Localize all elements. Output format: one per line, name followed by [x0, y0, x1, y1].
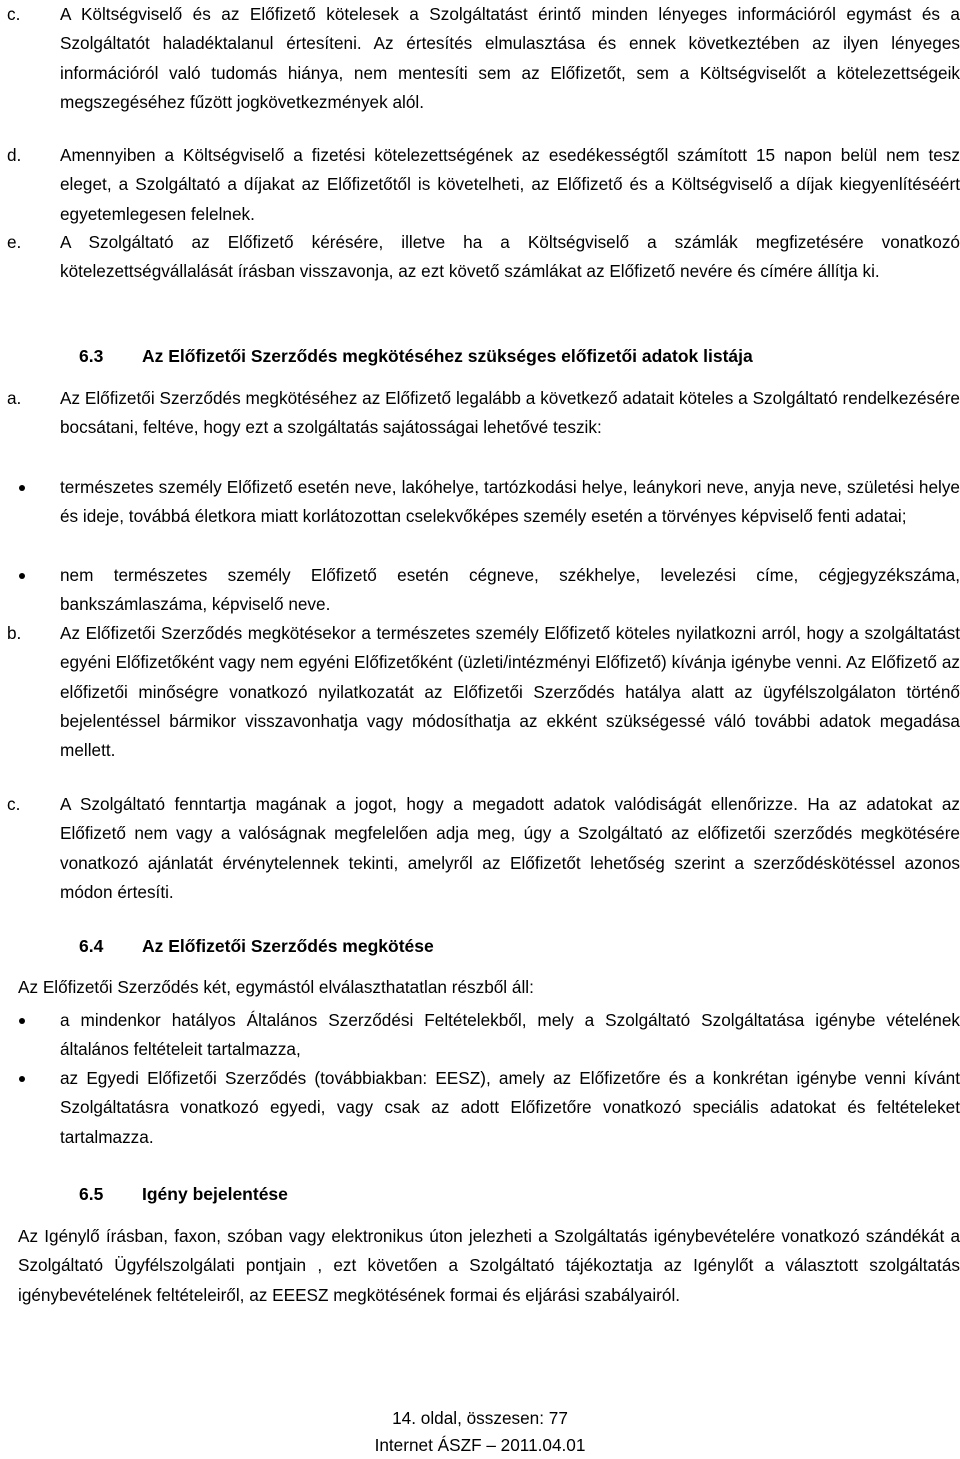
list-marker: c. [7, 794, 21, 814]
list-item-text: Amennyiben a Költségviselő a fizetési kötelezettségének az esedékességtől számított 15 napon belül nem tesz eleget, a Szolgáltató a díjakat az Előfizetőtől is követelheti, az Előfizető és a Költségviselő a díjak kiegyenlítéséért egyetemlegesen felelnek. [60, 145, 960, 224]
bullet-icon [19, 1076, 25, 1082]
list-marker: c. [7, 4, 21, 24]
list-item-a-required-data [7, 384, 960, 443]
bullet-icon [19, 485, 25, 491]
list-marker: a. [7, 388, 22, 408]
bullet-item-text: a mindenkor hatályos Általános Szerződési Feltételekből, mely a Szolgáltató Szolgáltatása igénybe vételének általános feltételeit tartalmazza, [60, 1010, 960, 1060]
list-item-c-verification [7, 790, 960, 907]
list-item-text: A Költségviselő és az Előfizető kötelesek a Szolgáltatást érintő minden lényeges információról egymást és a Szolgáltatót haladéktalanul értesíteni. Az értesítés elmulasztása és ennek következtében az ilyen lényeges információról való tudomás hiánya, nem mentesíti sem az Előfizetőt, sem a Költségviselőt a kötelezettségeik megszegéséhez fűzött jogkövetkezmények alól. [60, 4, 960, 112]
footer-document-id: Internet ÁSZF – 2011.04.01 [374, 1435, 586, 1455]
bullet-item-general-terms [7, 1006, 960, 1065]
bullet-item-text: nem természetes személy Előfizető esetén cégneve, székhelye, levelezési címe, cégjegyzékszáma, bankszámlaszáma, képviselő neve. [60, 565, 960, 615]
bullet-item-eesz [7, 1064, 960, 1152]
list-item-text: A Szolgáltató fenntartja magának a jogot, hogy a megadott adatok valódiságát ellenőrizze. Ha az adatokat az Előfizető nem vagy a valóságnak megfelelően adja meg, úgy a Szolgáltató az előfizetői szerződés megkötésére vonatkozó ajánlatát érvénytelennek tekinti, amelyről az Előfizetőt lehetőség szerint a szerződéskötéssel azonos módon értesíti. [60, 794, 960, 902]
bullet-item-natural-person [7, 473, 960, 532]
bullet-item-legal-entity [7, 561, 960, 620]
section-title: Az Előfizetői Szerződés megkötése [142, 936, 434, 956]
list-marker: d. [7, 145, 22, 165]
list-marker: b. [7, 623, 22, 643]
list-item-text: Az Előfizetői Szerződés megkötésekor a természetes személy Előfizető köteles nyilatkozni arról, hogy a szolgáltatást egyéni Előfizetőként vagy nem egyéni Előfizetőként (üzleti/intézményi Előfizető) kívánja igénybe venni. Az Előfizető az előfizetői minőségre vonatkozó nyilatkozatát az Előfizetői Szerződés hatálya alatt az ügyfélszolgálaton történő bejelentéssel bármikor visszavonhatja vagy módosíthatja az ekként szükségessé váló további adatok megadása mellett. [60, 623, 960, 761]
bullet-icon [19, 573, 25, 579]
section-6-5-text: Az Igénylő írásban, faxon, szóban vagy elektronikus úton jelezheti a Szolgáltatás igénybevételére vonatkozó szándékát a Szolgáltató Ügyfélszolgálati pontjain , ezt követően a Szolgáltató tájékoztatja az Igénylőt a választott szolgáltatás igénybevételének feltételeiről, az EEESZ megkötésének formai és eljárási szabályairól. [18, 1226, 960, 1305]
list-item-text: Az Előfizetői Szerződés megkötéséhez az Előfizető legalább a következő adatait köteles a Szolgáltató rendelkezésére bocsátani, feltéve, hogy ezt a szolgáltatás sajátosságai lehetővé teszik: [60, 388, 960, 438]
bullet-item-text: természetes személy Előfizető esetén neve, lakóhelye, tartózkodási helye, leánykori neve, anyja neve, születési helye és ideje, továbbá életkora miatt korlátozottan cselekvőképes személy esetén a törvényes képviselő fenti adatai; [60, 477, 960, 527]
section-number: 6.4 [79, 936, 104, 956]
list-item-e-invoice [7, 228, 960, 287]
footer-page-number: 14. oldal, összesen: 77 [392, 1408, 568, 1428]
section-6-4-intro: Az Előfizetői Szerződés két, egymástól elválaszthatatlan részből áll: [18, 977, 534, 997]
list-item-b-declaration [7, 619, 960, 765]
section-title: Az Előfizetői Szerződés megkötéséhez szükséges előfizetői adatok listája [142, 346, 753, 366]
list-item-text: A Szolgáltató az Előfizető kérésére, illetve ha a Költségviselő a számlák megfizetésére vonatkozó kötelezettségvállalását írásban visszavonja, az ezt követő számlákat az Előfizető nevére és címére állítja ki. [60, 232, 960, 282]
list-item-c-notification [7, 0, 960, 117]
section-number: 6.5 [79, 1184, 104, 1204]
section-heading-6-5 [79, 1180, 288, 1209]
section-heading-6-4 [79, 932, 434, 961]
section-heading-6-3 [79, 342, 753, 371]
section-title: Igény bejelentése [142, 1184, 288, 1204]
list-item-d-payment [7, 141, 960, 229]
bullet-icon [19, 1018, 25, 1024]
bullet-item-text: az Egyedi Előfizetői Szerződés (továbbiakban: EESZ), amely az Előfizetőre és a konkrétan igénybe venni kívánt Szolgáltatásra vonatkozó egyedi, vagy csak az adott Előfizetőre vonatkozó speciális adatokat és feltételeket tartalmazza. [60, 1068, 960, 1147]
section-number: 6.3 [79, 346, 104, 366]
list-marker: e. [7, 232, 22, 252]
